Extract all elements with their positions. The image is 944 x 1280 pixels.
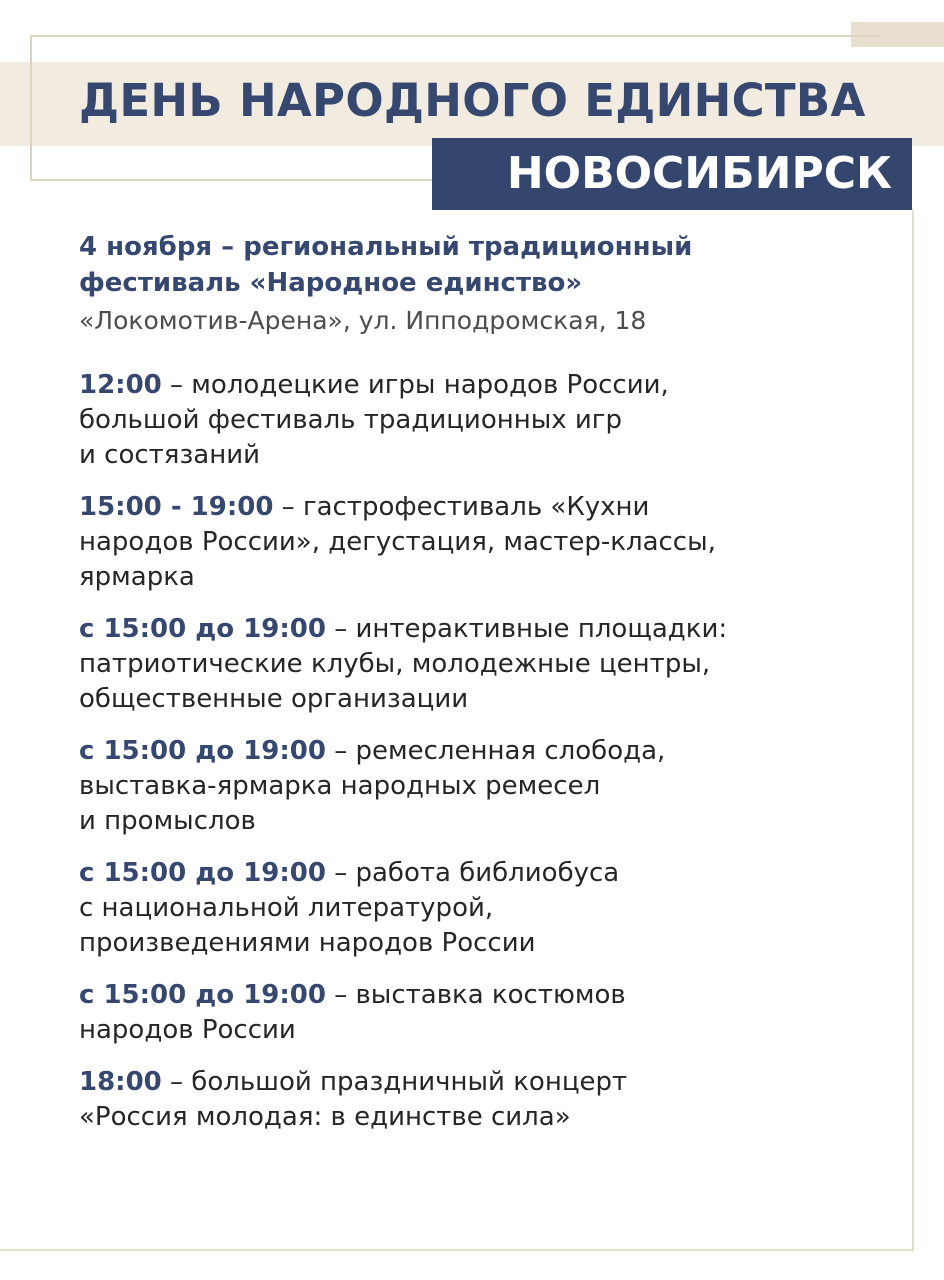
schedule-description: – работа библиобуса (325, 858, 620, 888)
schedule-line: ярмарка (79, 562, 195, 592)
schedule-line: произведениями народов России (79, 928, 536, 958)
schedule-list (79, 368, 899, 1152)
schedule-line: народов России», дегустация, мастер-классы, (79, 527, 716, 557)
schedule-item (79, 612, 899, 717)
festival-heading (79, 229, 879, 301)
festival-venue: «Локомотив-Арена», ул. Ипподромская, 18 (79, 306, 647, 335)
city-banner (432, 138, 912, 210)
schedule-description: – выставка костюмов (325, 980, 626, 1010)
schedule-line: общественные организации (79, 684, 469, 714)
schedule-time: 12:00 (79, 370, 162, 400)
schedule-time: с 15:00 до 19:00 (79, 980, 326, 1010)
page-title: ДЕНЬ НАРОДНОГО ЕДИНСТВА (79, 74, 866, 127)
frame-bottom (0, 1249, 914, 1251)
schedule-line: большой фестиваль традиционных игр (79, 405, 622, 435)
city-label: НОВОСИБИРСК (506, 148, 892, 199)
schedule-line: патриотические клубы, молодежные центры, (79, 649, 711, 679)
schedule-item (79, 856, 899, 961)
schedule-item-first-line (79, 368, 899, 403)
schedule-description: – большой праздничный концерт (161, 1067, 628, 1097)
schedule-item-first-line (79, 734, 899, 769)
schedule-item (79, 978, 899, 1048)
schedule-description: – молодецкие игры народов России, (161, 370, 669, 400)
schedule-item-first-line (79, 978, 899, 1013)
schedule-item (79, 368, 899, 473)
schedule-line: «Россия молодая: в единстве сила» (79, 1102, 571, 1132)
festival-heading-line: фестиваль «Народное единство» (79, 268, 583, 298)
schedule-description: – ремесленная слобода, (325, 736, 666, 766)
schedule-time: с 15:00 до 19:00 (79, 736, 326, 766)
schedule-item-first-line (79, 612, 899, 647)
schedule-item (79, 1065, 899, 1135)
schedule-time: с 15:00 до 19:00 (79, 858, 326, 888)
schedule-item (79, 734, 899, 839)
schedule-item (79, 490, 899, 595)
schedule-line: и промыслов (79, 806, 256, 836)
schedule-time: 15:00 - 19:00 (79, 492, 274, 522)
schedule-item-first-line (79, 856, 899, 891)
schedule-item-first-line (79, 490, 899, 525)
schedule-time: с 15:00 до 19:00 (79, 614, 326, 644)
schedule-description: – гастрофестиваль «Кухни (273, 492, 650, 522)
festival-info (79, 229, 879, 339)
festival-heading-line: 4 ноября – региональный традиционный (79, 232, 693, 262)
frame-divider (30, 179, 434, 181)
schedule-description: – интерактивные площадки: (325, 614, 728, 644)
schedule-time: 18:00 (79, 1067, 162, 1097)
schedule-line: и состязаний (79, 440, 260, 470)
schedule-item-first-line (79, 1065, 899, 1100)
schedule-line: выставка-ярмарка народных ремесел (79, 771, 601, 801)
schedule-line: народов России (79, 1015, 296, 1045)
schedule-line: с национальной литературой, (79, 893, 494, 923)
frame-right (912, 209, 914, 1251)
